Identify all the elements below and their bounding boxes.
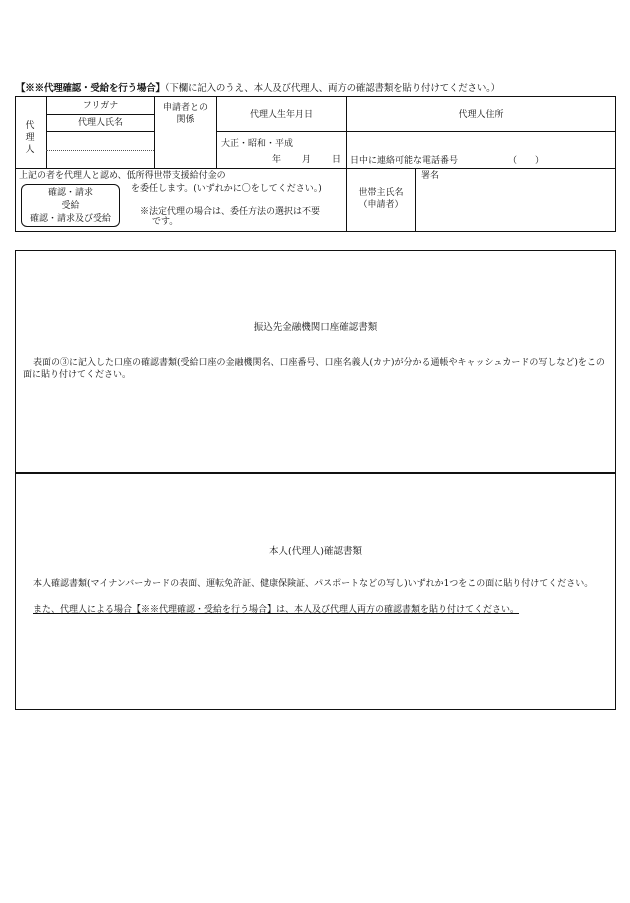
section-heading (16, 80, 500, 94)
grid-line (415, 168, 416, 231)
phone-parens[interactable]: （ ） (508, 156, 545, 166)
agent-side-char: 理 (25, 133, 35, 143)
legal-note-line: ※法定代理の場合は、委任方法の選択は不要 (140, 207, 321, 217)
householder-line: 世帯主氏名 (358, 188, 404, 198)
householder-line: （申請者） (358, 200, 404, 210)
agent-side-label (20, 120, 40, 156)
date-unit-year: 年 (272, 155, 282, 165)
signature-label: 署名 (421, 171, 440, 181)
agent-side-char: 代 (25, 121, 35, 131)
era-options[interactable]: 大正・昭和・平成 (221, 139, 294, 149)
furigana-input[interactable] (48, 133, 156, 150)
agent-side-char: 人 (25, 145, 35, 155)
id-box-title: 本人(代理人)確認書類 (269, 546, 362, 557)
id-box-instructions: 本人確認書類(マイナンバーカードの表面、運転免許証、健康保険証、パスポートなどの写し)いずれか1つをこの面に貼り付けてください。 (33, 579, 594, 589)
option-confirm-request-and-receive[interactable]: 確認・請求及び受給 (29, 214, 111, 224)
birthdate-header: 代理人生年月日 (249, 110, 313, 120)
bank-box-title: 振込先金融機関口座確認書類 (253, 322, 378, 333)
address-input[interactable] (348, 133, 617, 155)
legal-note (140, 207, 320, 227)
section-heading-bold: 【※※代理確認・受給を行う場合】 (16, 83, 165, 94)
furigana-header: フリガナ (82, 101, 119, 111)
bank-box-instructions: 表面の③に記入した口座の確認書類(受給口座の金融機関名、口座番号、口座名義人(カナ)が分かる通帳やキャッシュカードの写しなど)をこの面に貼り付けてください。 (23, 358, 605, 380)
signature-input[interactable] (420, 184, 616, 230)
agent-name-input[interactable] (48, 152, 156, 169)
legal-note-line: です。 (152, 217, 179, 227)
householder-label (347, 187, 415, 211)
delegation-instruction: を委任します。(いずれかに〇をしてください。) (131, 184, 322, 194)
id-box-agent-note: また、代理人による場合【※※代理確認・受給を行う場合】は、本人及び代理人両方の確認書類を貼り付けてください。 (33, 605, 520, 615)
address-header: 代理人住所 (458, 110, 504, 120)
grid-line (46, 131, 154, 132)
grid-line (46, 114, 154, 115)
id-document-box[interactable] (15, 472, 616, 710)
relationship-header (155, 102, 216, 126)
grid-line (216, 131, 615, 132)
relationship-line: 関係 (176, 115, 195, 125)
relationship-input[interactable] (156, 133, 218, 169)
relationship-line: 申請者との (162, 103, 208, 113)
phone-label: 日中に連絡可能な電話番号 (350, 156, 459, 166)
date-unit-month: 月 (302, 155, 312, 165)
option-confirm-request[interactable]: 確認・請求 (47, 188, 93, 198)
date-unit-day: 日 (332, 155, 342, 165)
agent-name-header: 代理人氏名 (77, 118, 123, 128)
dotted-line (46, 150, 154, 151)
section-heading-instruction: （下欄に記入のうえ、本人及び代理人、両方の確認書類を貼り付けてください。） (164, 83, 500, 94)
delegation-text: 上記の者を代理人と認め、低所得世帯支援給付金の (19, 171, 226, 181)
option-receive[interactable]: 受給 (61, 201, 80, 211)
